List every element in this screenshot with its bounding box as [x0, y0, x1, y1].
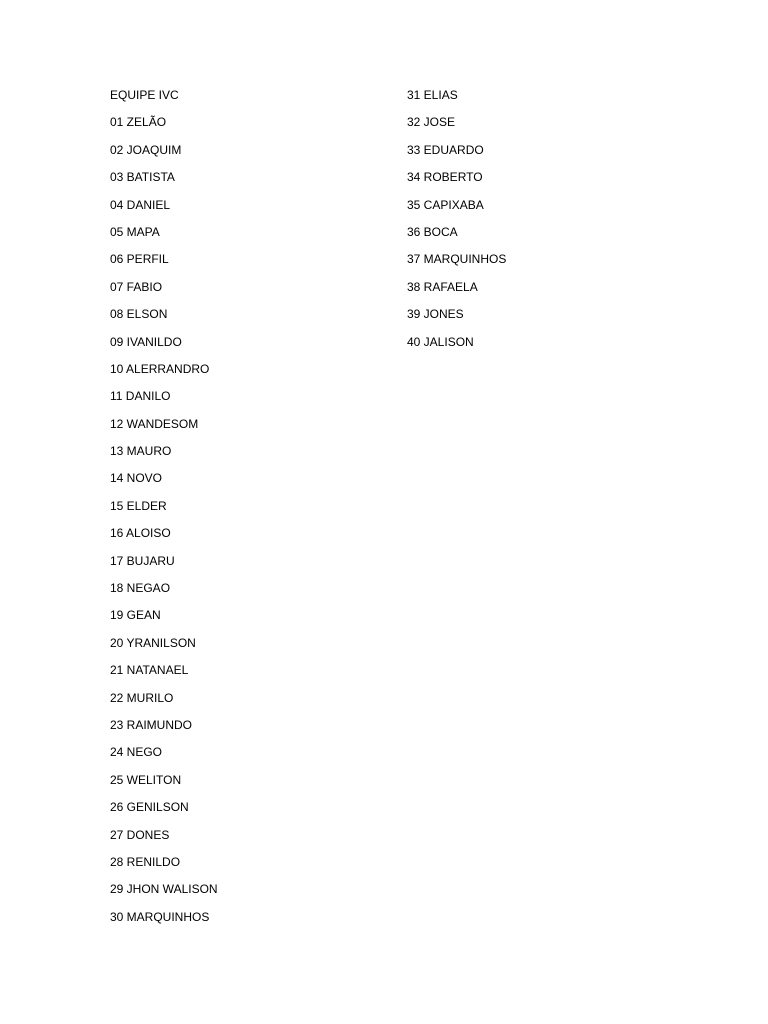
right-column	[407, 85, 506, 359]
member-line: 26 GENILSON	[110, 800, 189, 815]
left-column	[110, 85, 218, 934]
member-line: 11 DANILO	[110, 389, 171, 404]
member-line: 36 BOCA	[407, 224, 458, 239]
member-line: 12 WANDESOM	[110, 416, 199, 431]
member-line: 16 ALOISO	[110, 526, 171, 541]
member-line: 17 BUJARU	[110, 553, 175, 568]
member-line: 06 PERFIL	[110, 252, 169, 267]
member-line: 30 MARQUINHOS	[110, 909, 210, 924]
member-line: 18 NEGAO	[110, 581, 171, 596]
member-line: 31 ELIAS	[407, 88, 458, 102]
member-line: 09 IVANILDO	[110, 334, 182, 349]
member-line: 04 DANIEL	[110, 197, 171, 212]
member-line: 27 DONES	[110, 827, 170, 842]
member-line: 03 BATISTA	[110, 170, 175, 185]
member-line: 40 JALISON	[407, 334, 474, 349]
member-line: 29 JHON WALISON	[110, 882, 218, 897]
member-line: 08 ELSON	[110, 307, 168, 322]
member-line: 21 NATANAEL	[110, 663, 189, 678]
member-line: 34 ROBERTO	[407, 170, 483, 185]
member-line: 35 CAPIXABA	[407, 197, 484, 212]
member-line: 25 WELITON	[110, 772, 182, 787]
member-line: 38 RAFAELA	[407, 279, 478, 294]
member-line: 13 MAURO	[110, 444, 172, 459]
member-line: 33 EDUARDO	[407, 142, 484, 157]
member-line: 39 JONES	[407, 307, 464, 322]
member-line: 05 MAPA	[110, 224, 160, 239]
member-line: 19 GEAN	[110, 608, 161, 623]
member-line: 20 YRANILSON	[110, 635, 196, 650]
member-line: 01 ZELÃO	[110, 115, 167, 130]
member-line: 15 ELDER	[110, 498, 167, 513]
member-line: 32 JOSE	[407, 115, 456, 130]
member-line: 22 MURILO	[110, 690, 174, 705]
document-title: EQUIPE IVC	[110, 88, 179, 102]
member-line: 07 FABIO	[110, 279, 163, 294]
member-line: 02 JOAQUIM	[110, 142, 182, 157]
member-line: 10 ALERRANDRO	[110, 361, 210, 376]
member-line: 24 NEGO	[110, 745, 163, 760]
member-line: 37 MARQUINHOS	[407, 252, 507, 267]
member-line: 23 RAIMUNDO	[110, 717, 193, 732]
member-line: 14 NOVO	[110, 471, 163, 486]
member-line: 28 RENILDO	[110, 854, 181, 869]
